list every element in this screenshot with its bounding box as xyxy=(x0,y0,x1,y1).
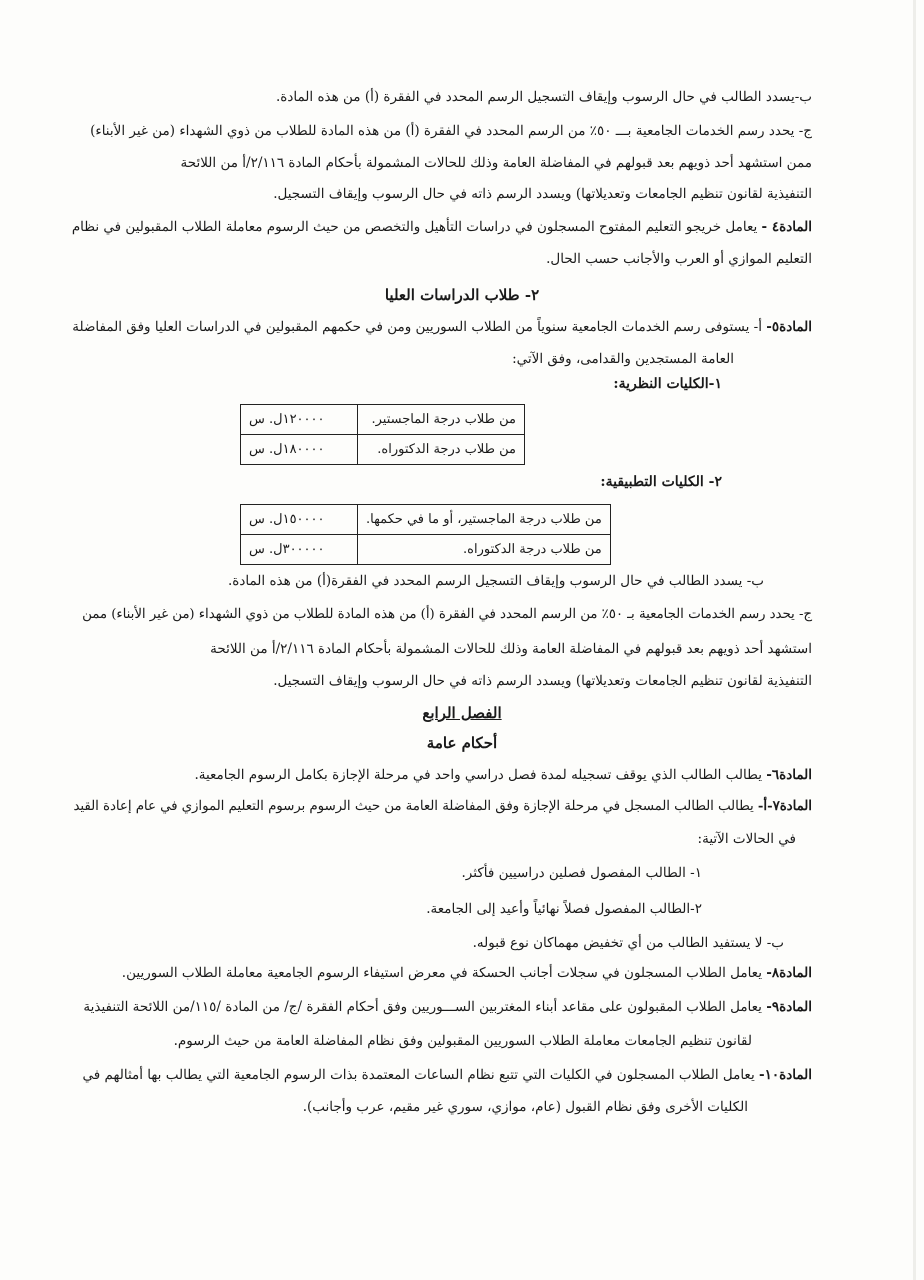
article-6 xyxy=(194,764,812,786)
article-5-heading: المادة٥- xyxy=(766,319,812,335)
paragraph-line: ممن استشهد أحد ذويهم بعد قبولهم في المفاضلة العامة وذلك للحالات المشمولة بأحكام المادة ٢/١١٦/أ من اللائحة xyxy=(180,155,812,171)
article-10-text: يعامل الطلاب المسجلون في الكليات التي تتبع نظام الساعات المعتمدة بذات الرسوم الجامعية التي يطالب بها أمثالهم في xyxy=(82,1067,755,1083)
article-7-line2: في الحالات الآتية: xyxy=(697,831,796,847)
article-6-heading: المادة٦- xyxy=(766,767,812,783)
article-7-item-b: ب- لا يستفيد الطالب من أي تخفيض مهماكان نوع قبوله. xyxy=(472,935,784,951)
article-5-line2: العامة المستجدين والقدامى، وفق الآتي: xyxy=(512,351,734,367)
chapter-subtitle: أحكام عامة xyxy=(426,734,498,752)
article-4 xyxy=(72,216,812,238)
article-5 xyxy=(72,316,812,338)
article-7-text: يطالب الطالب المسجل في مرحلة الإجازة وفق المفاضلة العامة من حيث الرسوم برسوم التعليم الموازي في عام إعادة القيد xyxy=(73,799,754,814)
paragraph-line: ج- يحدد رسم الخدمات الجامعية بـ ٥٠٪ من الرسم المحدد في الفقرة (أ) من هذه المادة للطلاب من ذوي الشهداء (من غير الأبناء) ممن xyxy=(82,607,812,622)
theoretical-heading: ١-الكليات النظرية: xyxy=(613,376,722,392)
article-7-item-1: ١- الطالب المفصول فصلين دراسيين فأكثر. xyxy=(461,865,702,881)
fee-description: من طلاب درجة الماجستير، أو ما في حكمها. xyxy=(358,505,611,535)
fee-amount: ٣٠٠٠٠٠ل. س xyxy=(241,535,358,565)
article-6-text: يطالب الطالب الذي يوقف تسجيله لمدة فصل دراسي واحد في مرحلة الإجازة بكامل الرسوم الجامعية. xyxy=(194,767,762,783)
table-row xyxy=(241,435,525,465)
paragraph-line: ج- يحدد رسم الخدمات الجامعية بـــ ٥٠٪ من الرسم المحدد في الفقرة (أ) من هذه المادة للطلاب من ذوي الشهداء (من غير الأبناء) xyxy=(90,123,812,139)
article-7 xyxy=(73,796,812,818)
chapter-title: الفصل الرابع xyxy=(422,704,502,722)
applied-heading: ٢- الكليات التطبيقية: xyxy=(600,474,722,490)
paragraph-line: التنفيذية لقانون تنظيم الجامعات وتعديلاتها) ويسدد الرسم ذاته في حال الرسوب وإيقاف التسجيل. xyxy=(273,673,812,689)
article-9 xyxy=(83,996,812,1018)
table-row xyxy=(241,535,611,565)
fee-description: من طلاب درجة الدكتوراه. xyxy=(358,435,525,465)
article-10-line2: الكليات الأخرى وفق نظام القبول (عام، موازي، سوري غير مقيم، عرب وأجانب). xyxy=(302,1099,748,1115)
paragraph-line: استشهد أحد ذويهم بعد قبولهم في المفاضلة العامة وذلك للحالات المشمولة بأحكام المادة ٢/١١٦/أ من اللائحة xyxy=(210,641,812,657)
theoretical-fees-table xyxy=(240,404,525,465)
article-9-heading: المادة٩- xyxy=(766,999,812,1015)
article-4-text: يعامل خريجو التعليم المفتوح المسجلون في دراسات التأهيل والتخصص من حيث الرسوم معاملة الطلاب المقبولين في نظام xyxy=(71,219,758,235)
article-8-text: يعامل الطلاب المسجلون في سجلات أجانب الحسكة في معرض استيفاء الرسوم الجامعية معاملة الطلاب السوريين. xyxy=(121,965,762,981)
fee-description: من طلاب درجة الدكتوراه. xyxy=(358,535,611,565)
article-10-heading: المادة١٠- xyxy=(759,1067,812,1083)
fee-amount: ١٢٠٠٠٠ل. س xyxy=(241,405,358,435)
paragraph-line: التنفيذية لقانون تنظيم الجامعات وتعديلاتها) ويسدد الرسم ذاته في حال الرسوب وإيقاف التسجيل. xyxy=(273,186,812,202)
paragraph-line: ب- يسدد الطالب في حال الرسوب وإيقاف التسجيل الرسم المحدد في الفقرة(أ) من هذه المادة. xyxy=(228,573,764,589)
table-row xyxy=(241,405,525,435)
article-9-line2: لقانون تنظيم الجامعات معاملة الطلاب السوريين المقبولين وفق نظام المفاضلة العامة من حيث الرسوم. xyxy=(173,1033,752,1049)
article-8 xyxy=(122,962,812,984)
fee-amount: ١٥٠٠٠٠ل. س xyxy=(241,505,358,535)
fee-amount: ١٨٠٠٠٠ل. س xyxy=(241,435,358,465)
article-4-heading: المادة٤ - xyxy=(761,219,812,235)
article-7-item-2: ٢-الطالب المفصول فصلاً نهائياً وأعيد إلى الجامعة. xyxy=(426,901,702,917)
article-8-heading: المادة٨- xyxy=(766,965,812,981)
article-4-line2: التعليم الموازي أو العرب والأجانب حسب الحال. xyxy=(546,251,812,267)
article-9-text: يعامل الطلاب المقبولون على مقاعد أبناء المغتربين الســـوريين وفق أحكام الفقرة /ج/ من المادة /١١٥/من اللائحة التنفيذية xyxy=(83,999,762,1015)
article-7-heading: المادة٧-أ- xyxy=(757,799,812,814)
applied-fees-table xyxy=(240,504,611,565)
section-title: ٢- طلاب الدراسات العليا xyxy=(384,286,540,304)
scan-edge xyxy=(913,0,916,1280)
table-row xyxy=(241,505,611,535)
fee-description: من طلاب درجة الماجستير. xyxy=(358,405,525,435)
article-5-text: أ- يستوفى رسم الخدمات الجامعية سنوياً من الطلاب السوريين ومن في حكمهم المقبولين في الدراسات العليا وفق المفاضلة xyxy=(72,319,762,335)
article-10 xyxy=(83,1064,812,1086)
paragraph-line: ب-يسدد الطالب في حال الرسوب وإيقاف التسجيل الرسم المحدد في الفقرة (أ) من هذه المادة. xyxy=(276,89,812,105)
